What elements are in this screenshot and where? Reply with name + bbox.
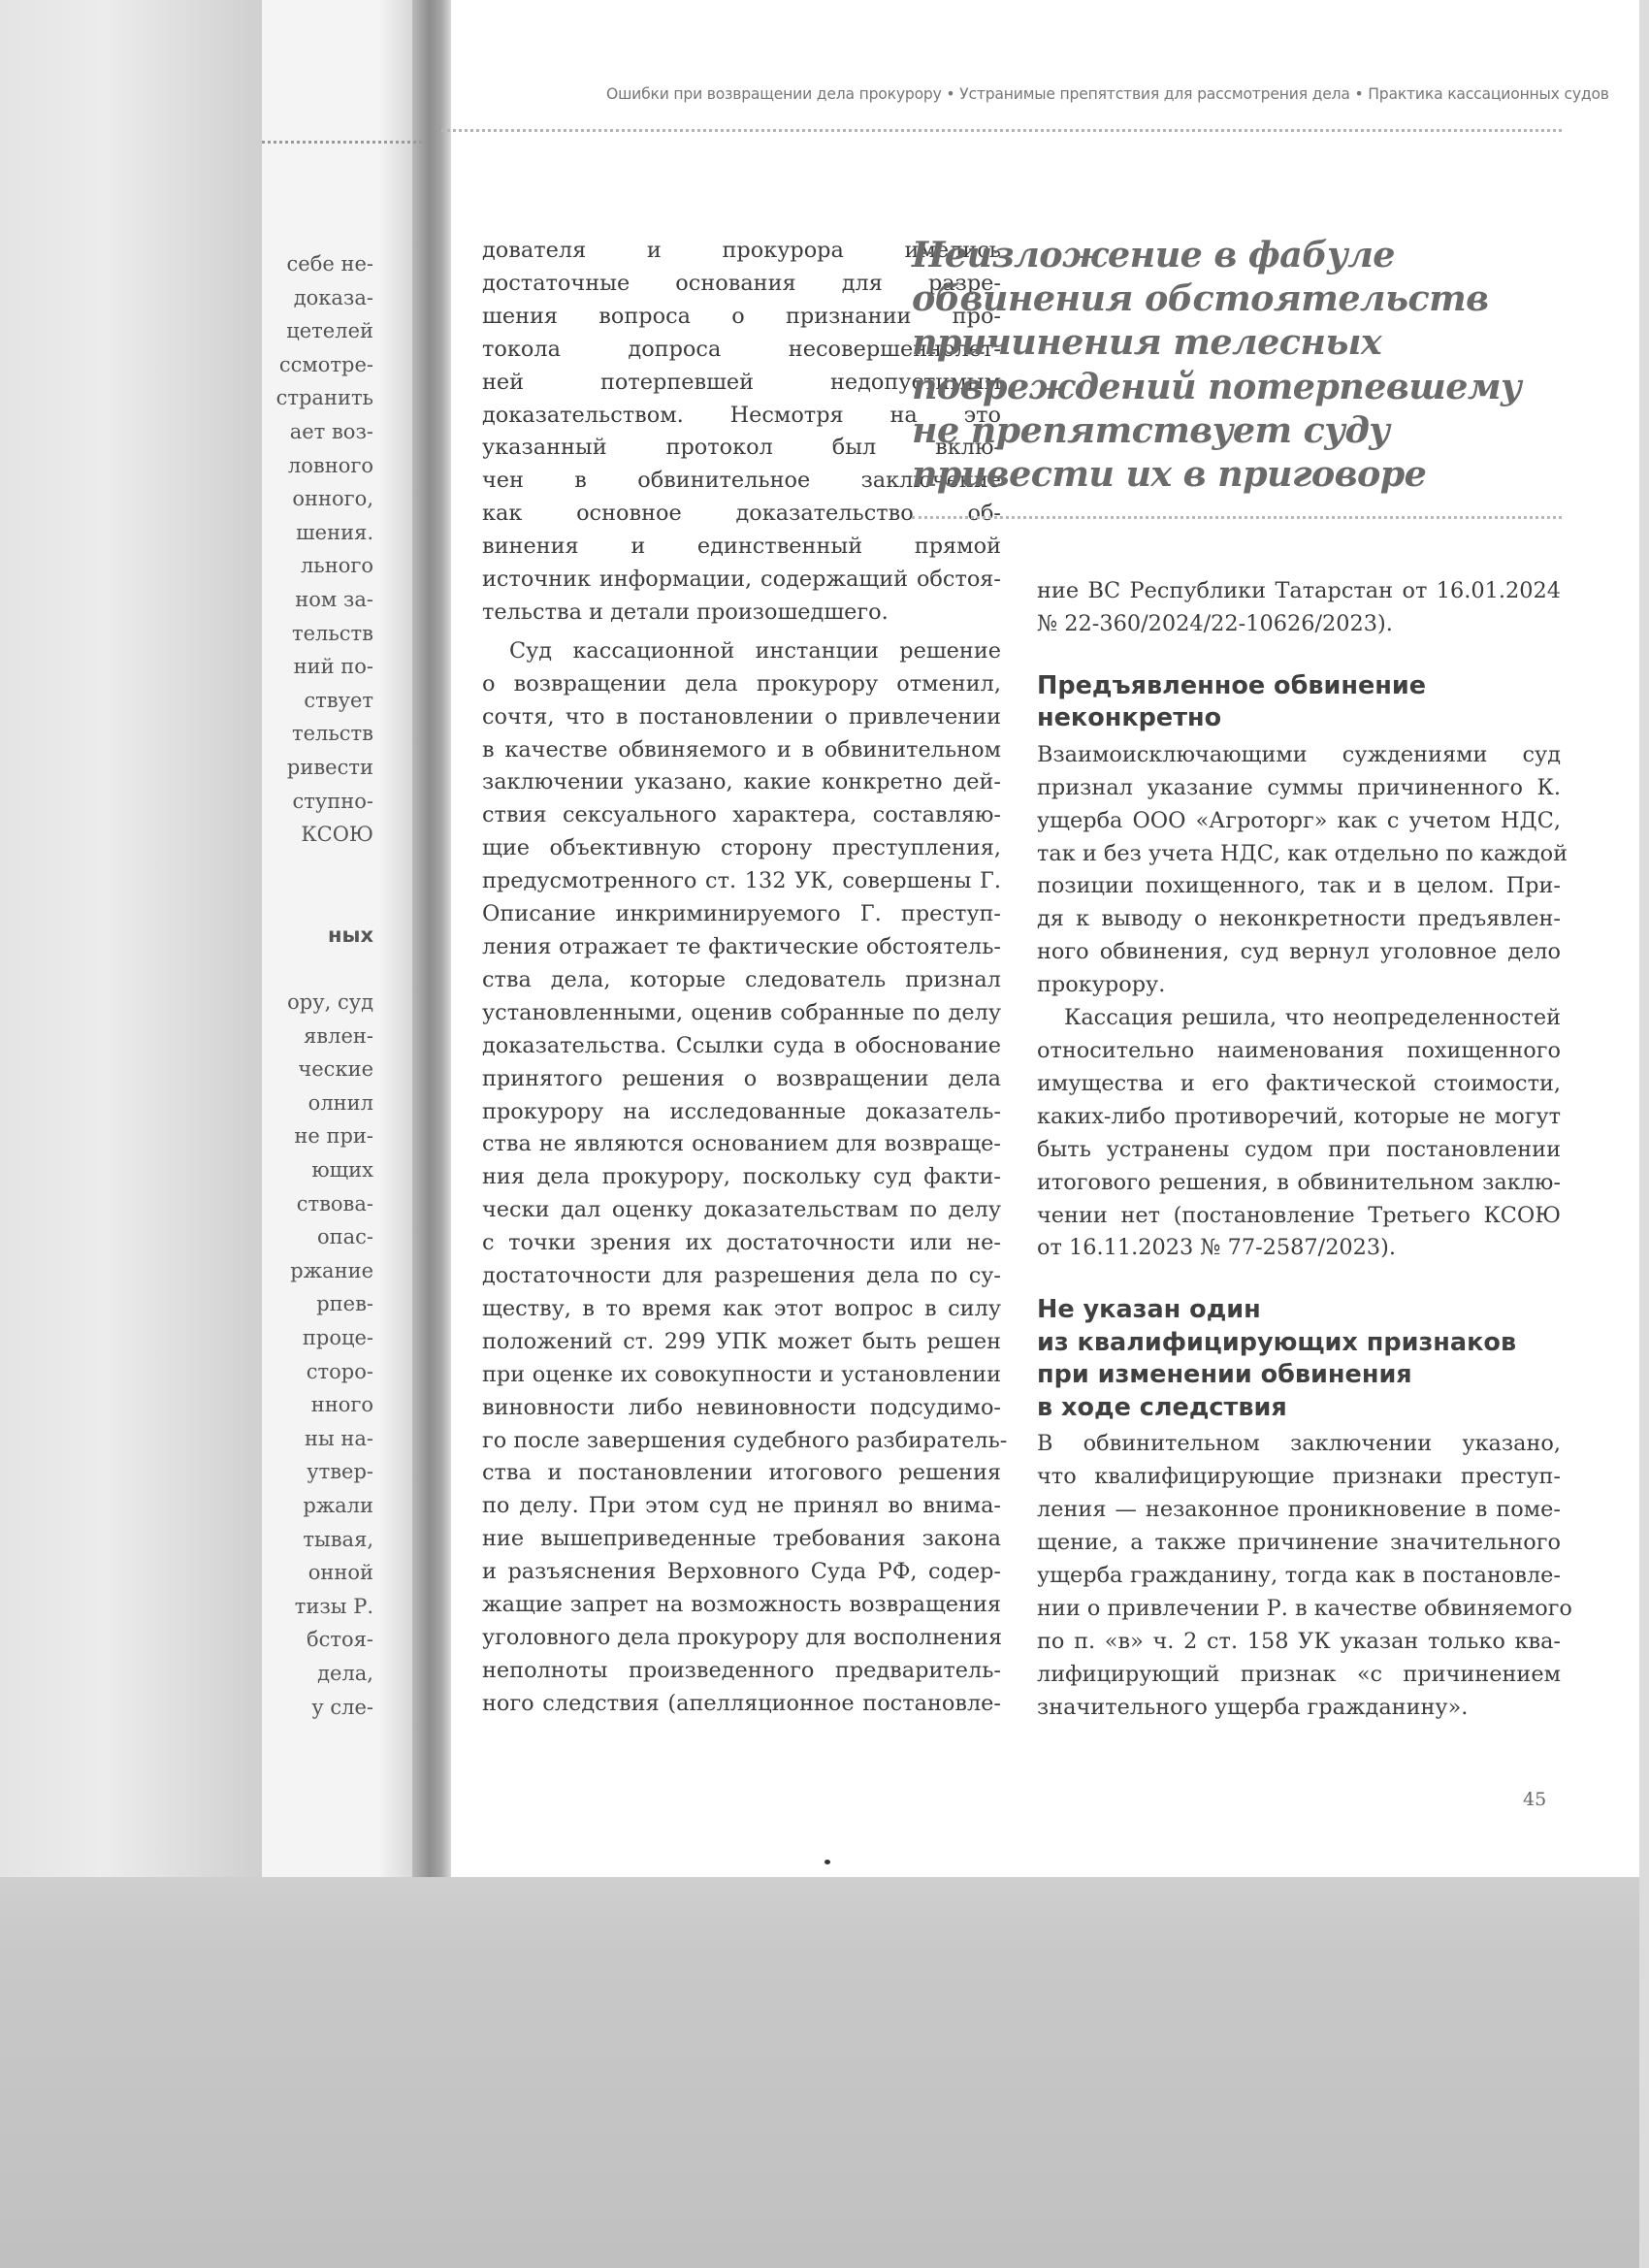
paragraph-line: доказательства. Ссылки суда в обоснование bbox=[482, 1032, 1001, 1058]
paragraph-line: значительного ущерба гражданину». bbox=[1037, 1694, 1469, 1720]
paragraph-line: ние ВС Республики Татарстан от 16.01.2024 bbox=[1037, 578, 1561, 603]
pull-quote-line: обвинения обстоятельств bbox=[912, 277, 1489, 320]
facing-page-line bbox=[262, 952, 373, 986]
paragraph-line: от 16.11.2023 № 77-2587/2023). bbox=[1037, 1235, 1397, 1261]
paragraph-line: с точки зрения их достаточности или не- bbox=[482, 1230, 1001, 1256]
facing-page-line: шения. bbox=[296, 520, 373, 544]
paragraph-line: чении нет (постановление Третьего КСОЮ bbox=[1037, 1202, 1561, 1228]
paragraph-line: признал указание суммы причиненного К. bbox=[1037, 774, 1561, 800]
paragraph-line: ления отражает те фактические обстоятель- bbox=[482, 933, 1001, 959]
facing-page-line: не при- bbox=[294, 1124, 373, 1149]
paragraph-line: источник информации, содержащий обстоя- bbox=[482, 567, 1001, 592]
paragraph-line: винения и единственный прямой bbox=[482, 534, 1001, 560]
facing-page-line: дела, bbox=[317, 1661, 373, 1685]
facing-page-line: льного bbox=[300, 554, 373, 578]
paragraph bbox=[1037, 1002, 1561, 1265]
heading-line: в ходе следствия bbox=[1037, 1392, 1287, 1422]
paragraph-line: в качестве обвиняемого и в обвинительном bbox=[482, 736, 1001, 762]
paragraph-line: ществу, в то время как этот вопрос в силу bbox=[482, 1295, 1001, 1321]
facing-page-line: бстоя- bbox=[306, 1628, 373, 1652]
paragraph-line: чески дал оценку доказательствам по делу bbox=[482, 1197, 1001, 1223]
paragraph-line: ущерба ООО «Агроторг» как с учетом НДС, bbox=[1037, 807, 1561, 833]
facing-page-line: ржание bbox=[290, 1258, 373, 1282]
paragraph-line: быть устранены судом при постановлении bbox=[1037, 1136, 1561, 1162]
book-gutter bbox=[412, 0, 451, 1892]
facing-page-line: опас- bbox=[316, 1225, 373, 1249]
paragraph-line: тельства и детали произошедшего. bbox=[482, 599, 889, 625]
paragraph-line: нии о привлечении Р. в качестве обвиняемого bbox=[1037, 1595, 1572, 1621]
paragraph-line: ного следствия (апелляционное постановле- bbox=[482, 1690, 1001, 1716]
paragraph-line: принятого решения о возвращении дела bbox=[482, 1065, 1001, 1091]
paragraph-line: жащие запрет на возможность возвращения bbox=[482, 1592, 1001, 1618]
paragraph-line: № 22-360/2024/22-10626/2023). bbox=[1037, 610, 1393, 636]
paragraph-line: что квалифицирующие признаки преступ- bbox=[1037, 1464, 1561, 1490]
pull-quote-line: Неизложение в фабуле bbox=[912, 234, 1395, 275]
paragraph-line: заключении указано, какие конкретно дей- bbox=[482, 769, 1001, 795]
pull-quote-line: причинения телесных bbox=[912, 321, 1382, 364]
facing-page-line: ном за- bbox=[295, 587, 373, 611]
facing-page-text bbox=[262, 247, 373, 1724]
facing-page-line: онного, bbox=[292, 487, 373, 511]
facing-page-line: цетелей bbox=[286, 319, 373, 343]
paragraph-line: по делу. При этом суд не принял во внима- bbox=[482, 1493, 1001, 1519]
facing-page-line: нного bbox=[310, 1393, 373, 1417]
paragraph-line: при оценке их совокупности и установлении bbox=[482, 1361, 1001, 1387]
facing-page-line: ствова- bbox=[296, 1191, 373, 1215]
facing-page-line: утвер- bbox=[307, 1460, 373, 1484]
running-header: Ошибки при возвращении дела прокурору • Устранимые препятствия для рассмотрения дела • Практика кассационных судов bbox=[606, 85, 1609, 103]
paragraph-line: прокурору на исследованные доказатель- bbox=[482, 1098, 1001, 1124]
facing-page-line: ает воз- bbox=[289, 419, 373, 443]
heading-line: неконкретно bbox=[1037, 703, 1222, 733]
paragraph-line: достаточные основания для разре- bbox=[482, 270, 1001, 296]
heading-line: при изменении обвинения bbox=[1037, 1360, 1412, 1390]
paragraph-line: по п. «в» ч. 2 ст. 158 УК указан только ква- bbox=[1037, 1628, 1561, 1654]
paragraph-line: как основное доказательство об- bbox=[482, 501, 1001, 527]
paragraph-line: ства не являются основанием для возвраще- bbox=[482, 1131, 1001, 1157]
facing-page-line: ступно- bbox=[292, 789, 373, 813]
facing-page-line: тизы Р. bbox=[294, 1594, 373, 1618]
paragraph-line: ней потерпевшей недопустимым bbox=[482, 369, 1001, 395]
facing-page-line: ссмотре- bbox=[278, 352, 373, 376]
facing-page-rule bbox=[262, 141, 422, 144]
facing-page-line: тельств bbox=[291, 621, 373, 645]
paragraph-line: доказательством. Несмотря на это bbox=[482, 402, 1001, 428]
header-rule bbox=[441, 129, 1562, 132]
paragraph-line: прокурору. bbox=[1037, 972, 1166, 998]
paragraph-line: ного обвинения, суд вернул уголовное дело bbox=[1037, 939, 1561, 965]
pull-quote bbox=[912, 233, 1562, 496]
paragraph-line: ства и постановлении итогового решения bbox=[482, 1460, 1001, 1486]
heading-line: из квалифицирующих признаков bbox=[1037, 1327, 1517, 1357]
page-number: 45 bbox=[1523, 1789, 1547, 1810]
paragraph-line: Кассация решила, что неопределенностей bbox=[1064, 1005, 1561, 1031]
facing-page-line: проце- bbox=[302, 1326, 373, 1349]
facing-page-line bbox=[262, 885, 373, 919]
paragraph-line: так и без учета НДС, как отдельно по каждой bbox=[1037, 840, 1568, 866]
facing-page-line: ны на- bbox=[305, 1426, 373, 1450]
paragraph-line: и разъяснения Верховного Суда РФ, содер- bbox=[482, 1559, 1001, 1585]
facing-page-line: рпев- bbox=[316, 1292, 373, 1316]
section-heading bbox=[1037, 670, 1561, 735]
facing-page-line: тывая, bbox=[303, 1527, 373, 1551]
paragraph-line: предусмотренного ст. 132 УК, совершены Г. bbox=[482, 868, 1001, 894]
paragraph-line: ства дела, которые следователь признал bbox=[482, 966, 1001, 992]
paragraph-line: установленными, оценив собранные по делу bbox=[482, 999, 1001, 1025]
paragraph-line: Взаимоисключающими суждениями суд bbox=[1037, 741, 1561, 767]
scan-speck bbox=[824, 1860, 830, 1864]
facing-page-line: ору, суд bbox=[287, 990, 373, 1015]
paragraph-line: достаточности для разрешения дела по су- bbox=[482, 1263, 1001, 1289]
paragraph-line: ния дела прокурору, поскольку суд факти- bbox=[482, 1164, 1001, 1190]
paragraph-line: токола допроса несовершеннолет- bbox=[482, 336, 1001, 362]
paragraph-line: указанный протокол был вклю- bbox=[482, 435, 1001, 461]
scan-shadow-bottom bbox=[0, 1877, 1649, 2268]
paragraph-line: ления — незаконное проникновение в поме- bbox=[1037, 1497, 1561, 1523]
paragraph-line: сочтя, что в постановлении о привлечении bbox=[482, 703, 1001, 729]
paragraph-line: виновности либо невиновности подсудимо- bbox=[482, 1394, 1001, 1420]
paragraph-line: имущества и его фактической стоимости, bbox=[1037, 1070, 1561, 1096]
facing-page-line: ржали bbox=[303, 1493, 373, 1517]
facing-page-line: ческие bbox=[298, 1057, 373, 1082]
paragraph-line: чен в обвинительное заключение bbox=[482, 468, 1001, 494]
citation-continuation bbox=[1037, 575, 1561, 641]
facing-page-line: тельств bbox=[291, 722, 373, 746]
facing-page-line: олнил bbox=[307, 1090, 373, 1115]
facing-page-line: сторо- bbox=[306, 1359, 373, 1383]
facing-page-line: ных bbox=[327, 923, 373, 947]
paragraph-court-decision bbox=[482, 635, 1008, 1721]
facing-page-line: ний по- bbox=[293, 655, 373, 679]
scan-shadow-right bbox=[1639, 0, 1649, 2268]
pull-quote-line: привести их в приговоре bbox=[912, 453, 1427, 496]
section-heading bbox=[1037, 1294, 1561, 1424]
heading-line: Предъявленное обвинение bbox=[1037, 670, 1427, 700]
paragraph-line: каких-либо противоречий, которые не могут bbox=[1037, 1103, 1561, 1129]
facing-page-line: КСОЮ bbox=[301, 823, 373, 847]
pull-quote-rule bbox=[912, 516, 1562, 519]
facing-page-line: ющих bbox=[311, 1158, 373, 1183]
paragraph-line: шения вопроса о признании про- bbox=[482, 303, 1001, 329]
paragraph-line: о возвращении дела прокурору отменил, bbox=[482, 670, 1001, 697]
column-2 bbox=[1037, 575, 1572, 1724]
paragraph-line: уголовного дела прокурору для восполнения bbox=[482, 1625, 1003, 1650]
facing-page-line: у сле- bbox=[311, 1695, 373, 1719]
facing-page-line: доказа- bbox=[293, 285, 373, 309]
paragraph bbox=[1037, 1428, 1572, 1724]
gutter-edge bbox=[380, 0, 415, 1892]
paragraph-line: ствия сексуального характера, составляю- bbox=[482, 802, 1001, 828]
paragraph-line: го после завершения судебного разбиратель- bbox=[482, 1427, 1008, 1453]
facing-page-line: ствует bbox=[304, 688, 373, 712]
pull-quote-line: не препятствует суду bbox=[912, 408, 1390, 451]
paragraph-line: неполноты произведенного предваритель- bbox=[482, 1657, 1001, 1683]
paragraph-line: щие объективную сторону преступления, bbox=[482, 835, 1001, 861]
paragraph-line: щение, а также причинение значительного bbox=[1037, 1530, 1561, 1556]
paragraph bbox=[1037, 739, 1568, 1002]
paragraph-line: итогового решения, в обвинительном заклю- bbox=[1037, 1169, 1561, 1195]
column-1-body bbox=[482, 564, 1008, 1721]
paragraph-line: дя к выводу о неконкретности предъявлен- bbox=[1037, 906, 1561, 932]
facing-page-line: себе не- bbox=[286, 252, 373, 275]
paragraph-line: Суд кассационной инстанции решение bbox=[509, 637, 1001, 664]
paragraph-line: В обвинительном заключении указано, bbox=[1037, 1431, 1561, 1457]
facing-page-line: явлен- bbox=[304, 1023, 373, 1048]
paragraph-line: ние вышеприведенные требования закона bbox=[482, 1526, 1001, 1552]
facing-page-line: странить bbox=[275, 386, 373, 410]
paragraph-line: Описание инкриминируемого Г. преступ- bbox=[482, 901, 1001, 927]
paragraph-line: лифицирующий признак «с причинением bbox=[1037, 1661, 1561, 1687]
paragraph-line: положений ст. 299 УПК может быть решен bbox=[482, 1328, 1001, 1354]
paragraph-line: дователя и прокурора имелись bbox=[482, 238, 1001, 263]
paragraph-line: ущерба гражданину, тогда как в постановле- bbox=[1037, 1562, 1561, 1588]
facing-page-line bbox=[262, 852, 373, 886]
heading-line: Не указан один bbox=[1037, 1295, 1261, 1325]
pull-quote-line: повреждений потерпевшему bbox=[912, 365, 1522, 407]
paragraph-line: относительно наименования похищенного bbox=[1037, 1037, 1561, 1063]
facing-page-line: онной bbox=[307, 1561, 373, 1585]
facing-page-line: ривести bbox=[286, 755, 373, 779]
paragraph-line: позиции похищенного, так и в целом. При- bbox=[1037, 873, 1561, 899]
facing-page-line: ловного bbox=[287, 453, 373, 477]
